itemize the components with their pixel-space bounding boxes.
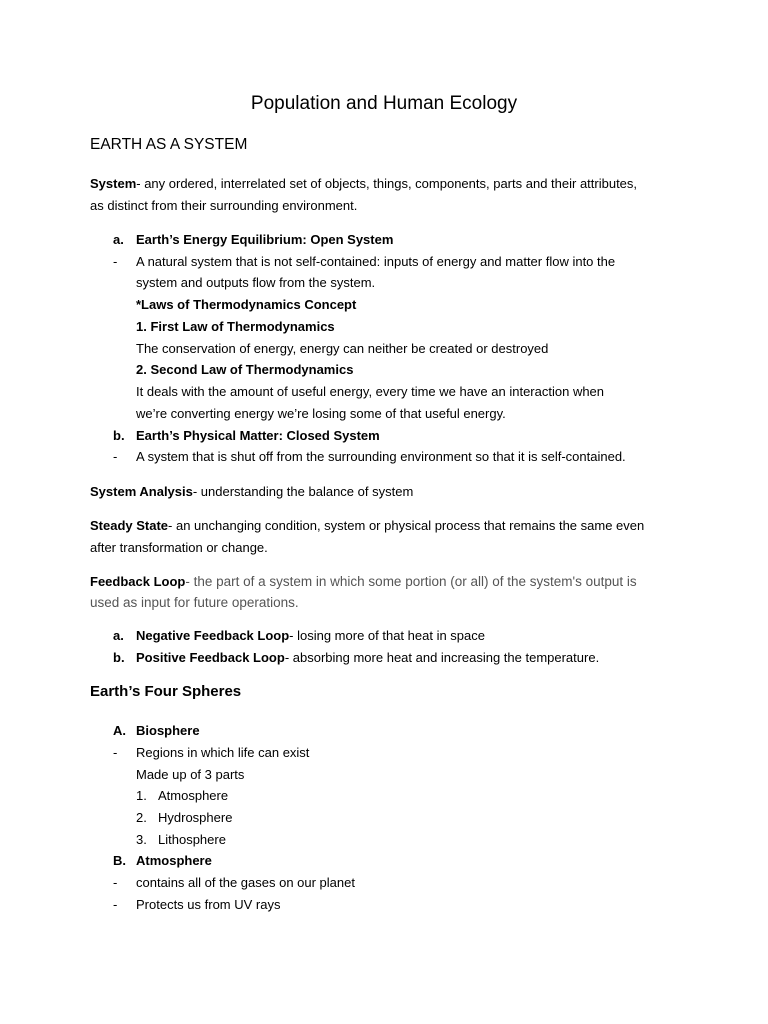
dash-marker: - xyxy=(113,745,118,760)
second-law-heading: 2. Second Law of Thermodynamics xyxy=(136,362,354,377)
list-marker: a. xyxy=(113,232,124,247)
list-marker: b. xyxy=(113,428,125,443)
term-negative-feedback: Negative Feedback Loop xyxy=(136,628,290,643)
biosphere-heading: Biosphere xyxy=(136,723,200,738)
list-marker: B. xyxy=(113,853,126,868)
steady-state-definition xyxy=(90,515,690,559)
list-marker: b. xyxy=(113,650,125,665)
list-item-atmosphere-gases xyxy=(0,872,768,894)
term-positive-feedback: Positive Feedback Loop xyxy=(136,650,285,665)
number-marker: 1. xyxy=(136,788,147,803)
steady-state-line2: after transformation or change. xyxy=(90,540,268,555)
energy-line2: system and outputs flow from the system. xyxy=(136,275,376,290)
list-marker: A. xyxy=(113,723,126,738)
matter-heading: Earth’s Physical Matter: Closed System xyxy=(136,428,380,443)
list-item-positive-feedback xyxy=(0,647,768,669)
term-system: System xyxy=(90,176,137,191)
document-title: Population and Human Ecology xyxy=(250,93,518,114)
laws-row xyxy=(0,294,768,316)
list-item-lithosphere-part xyxy=(0,829,768,851)
list-item-negative-feedback xyxy=(0,625,768,647)
section-heading-four-spheres: Earth’s Four Spheres xyxy=(90,683,242,700)
atmosphere-item-text: contains all of the gases on our planet xyxy=(136,875,355,890)
list-item-atmosphere-uv xyxy=(0,894,768,916)
second-law-desc2: we’re converting energy we’re losing some of that useful energy. xyxy=(136,406,506,421)
list-item-atmosphere-heading xyxy=(0,850,768,872)
list-item-atmosphere-part xyxy=(0,785,768,807)
system-analysis-rest: - understanding the balance of system xyxy=(192,484,414,499)
matter-line1: A system that is shut off from the surrounding environment so that it is self-contained. xyxy=(136,449,626,464)
term-system-analysis: System Analysis xyxy=(90,484,193,499)
section-heading-earth-as-a-system: EARTH AS A SYSTEM xyxy=(90,136,248,153)
number-marker: 2. xyxy=(136,810,147,825)
second-law-desc1: It deals with the amount of useful energy, every time we have an interaction when xyxy=(136,384,605,399)
biosphere-line2: Made up of 3 parts xyxy=(136,767,245,782)
part-label: Atmosphere xyxy=(158,788,229,803)
second-law-row xyxy=(0,359,768,381)
system-def-line2: as distinct from their surrounding environment. xyxy=(90,198,358,213)
list-item-energy-line1 xyxy=(0,251,768,273)
feedback-line1: - the part of a system in which some portion (or all) of the system's output is xyxy=(185,574,637,589)
number-marker: 3. xyxy=(136,832,147,847)
list-item-hydrosphere-part xyxy=(0,807,768,829)
first-law-row xyxy=(0,316,768,338)
feedback-line2: used as input for future operations. xyxy=(90,595,299,610)
dash-marker: - xyxy=(113,449,118,464)
dash-marker: - xyxy=(113,875,118,890)
first-law-desc-row xyxy=(0,338,768,360)
energy-line2-row xyxy=(0,272,768,294)
system-def-line1: - any ordered, interrelated set of objects, things, components, parts and their attributes, xyxy=(136,176,638,191)
list-marker: a. xyxy=(113,628,124,643)
energy-line1: A natural system that is not self-contained: inputs of energy and matter flow into the xyxy=(136,254,616,269)
part-label: Lithosphere xyxy=(158,832,226,847)
first-law-heading: 1. First Law of Thermodynamics xyxy=(136,319,335,334)
dash-marker: - xyxy=(113,254,118,269)
negative-feedback-rest: - losing more of that heat in space xyxy=(289,628,485,643)
list-item-matter-line1 xyxy=(0,446,768,468)
list-item-matter-heading xyxy=(0,425,768,447)
atmosphere-heading: Atmosphere xyxy=(136,853,212,868)
part-label: Hydrosphere xyxy=(158,810,233,825)
biosphere-line1: Regions in which life can exist xyxy=(136,745,310,760)
atmosphere-item-text: Protects us from UV rays xyxy=(136,897,281,912)
term-feedback-loop: Feedback Loop xyxy=(90,574,186,589)
biosphere-line2-row xyxy=(0,764,768,786)
list-item-biosphere-line1 xyxy=(0,742,768,764)
system-analysis-definition xyxy=(90,481,690,503)
second-law-desc2-row xyxy=(0,403,768,425)
term-steady-state: Steady State xyxy=(90,518,169,533)
second-law-desc1-row xyxy=(0,381,768,403)
positive-feedback-rest: - absorbing more heat and increasing the temperature. xyxy=(284,650,600,665)
dash-marker: - xyxy=(113,897,118,912)
laws-concept: *Laws of Thermodynamics Concept xyxy=(136,297,357,312)
list-item-biosphere-heading xyxy=(0,720,768,742)
system-definition xyxy=(90,173,690,217)
energy-heading: Earth’s Energy Equilibrium: Open System xyxy=(136,232,394,247)
list-item-energy-heading xyxy=(0,229,768,251)
steady-state-line1: - an unchanging condition, system or physical process that remains the same even xyxy=(168,518,645,533)
feedback-loop-definition xyxy=(90,571,690,613)
first-law-desc: The conservation of energy, energy can neither be created or destroyed xyxy=(136,341,549,356)
